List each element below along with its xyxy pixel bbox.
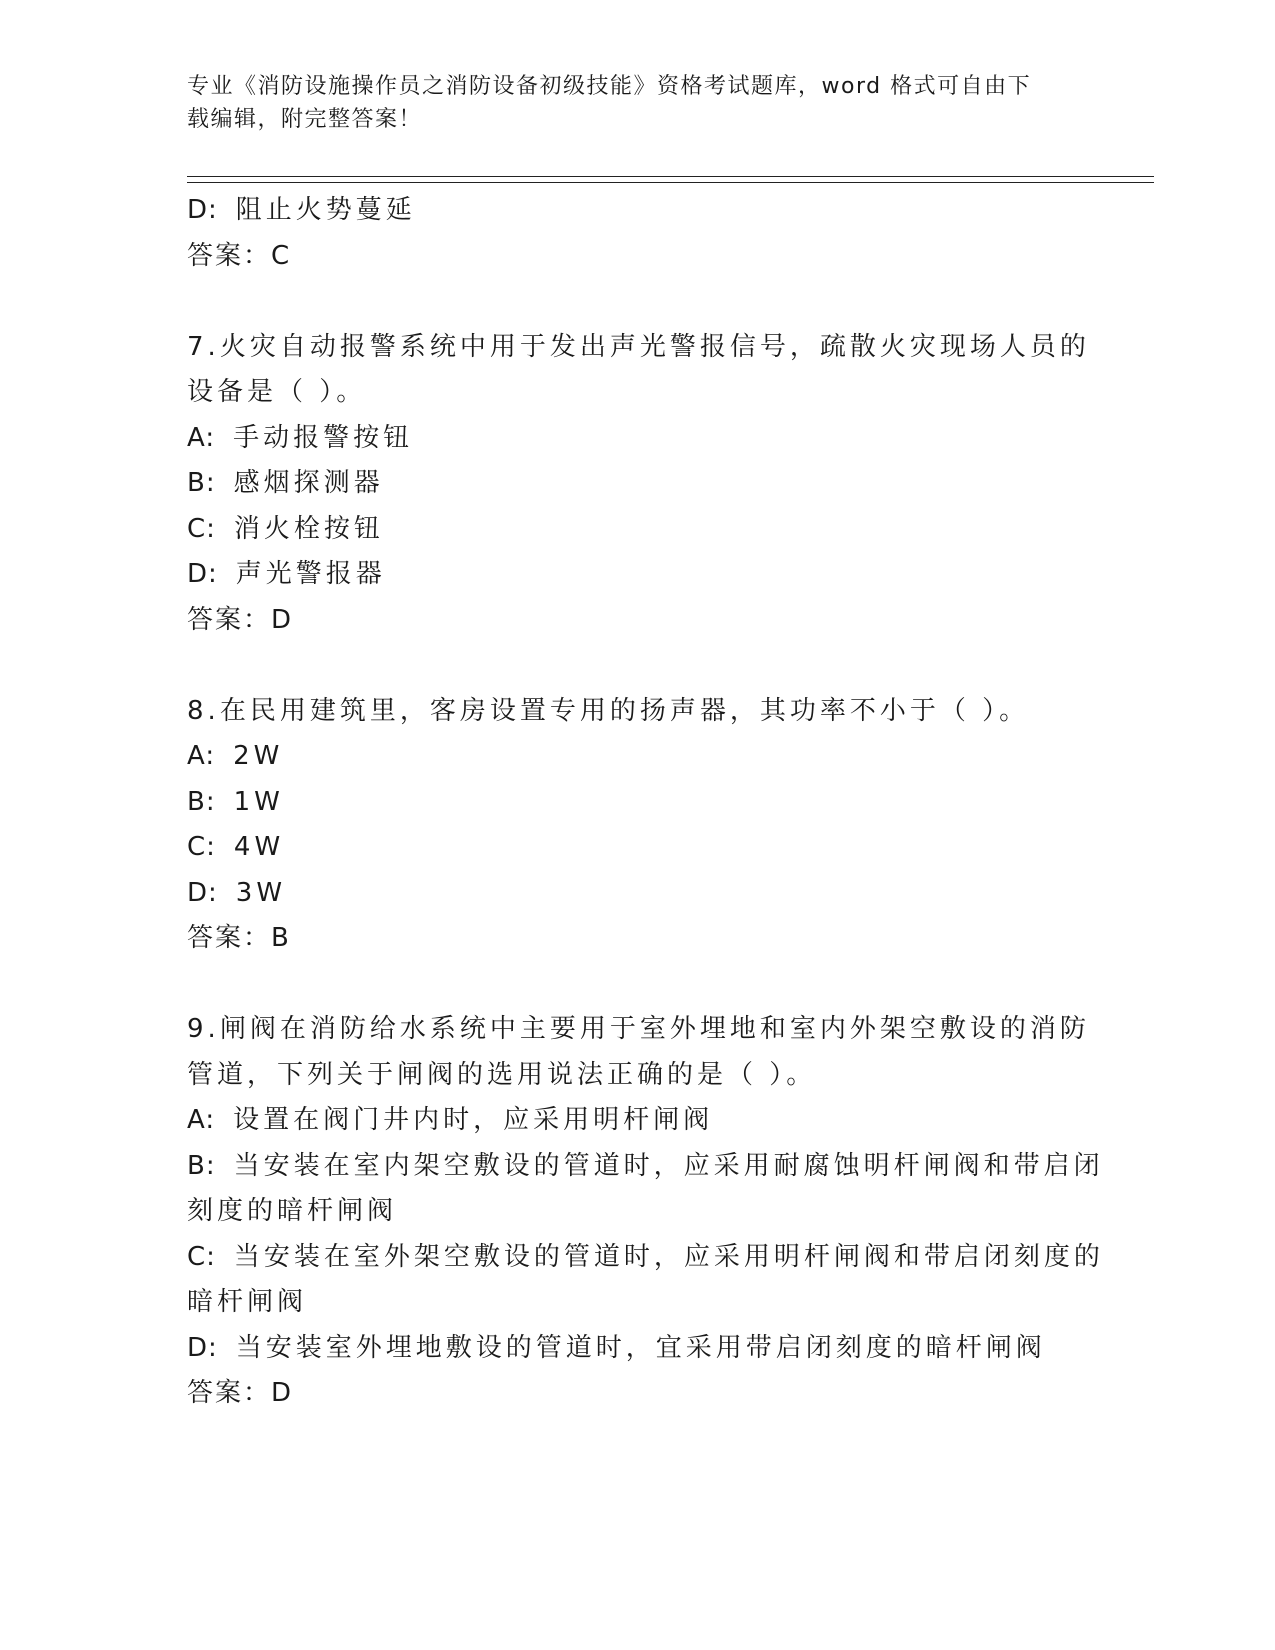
spacer (187, 643, 1087, 689)
answer: 答案：B (187, 923, 291, 953)
option-c: C: 4W (187, 832, 285, 862)
spacer (187, 962, 1087, 1008)
option-b: B: 感烟探测器 (187, 468, 384, 498)
question-stem (187, 325, 1090, 416)
option-key: D: (187, 195, 218, 225)
stem-line: 设备是（ ）。 (187, 377, 367, 407)
question-number: 9. (187, 1014, 220, 1044)
spacer (187, 279, 1087, 325)
answer: 答案：D (187, 604, 294, 635)
question-number: 7. (187, 331, 220, 362)
question-9 (187, 1007, 1104, 1417)
stem-line: 管道，下列关于闸阀的选用说法正确的是（ ）。 (187, 1059, 817, 1090)
answer: 答案：D (187, 1378, 294, 1408)
header-line-2: 载编辑，附完整答案！ (187, 107, 423, 132)
header-line-1: 专业《消防设施操作员之消防设备初级技能》资格考试题库，word 格式可自由下 (187, 74, 1032, 99)
option-a: A: 设置在阀门井内时，应采用明杆闸阀 (187, 1105, 714, 1135)
question-stem (187, 689, 1087, 735)
question-stem (187, 1007, 1090, 1098)
header-rule-top (187, 176, 1154, 177)
stem-line: 7.火灾自动报警系统中用于发出声光警报信号，疏散火灾现场人员的 (187, 331, 1090, 362)
question-7 (187, 325, 1090, 644)
option-c: C: 消火栓按钮 (187, 513, 384, 544)
option-text: 阻止火势蔓延 (235, 195, 416, 225)
carryover-answer: 答案：C (187, 240, 292, 271)
option-d: D: 声光警报器 (187, 559, 386, 589)
stem-line: 8.在民用建筑里，客房设置专用的扬声器，其功率不小于（ ）。 (187, 695, 1030, 726)
page-header (187, 70, 1067, 136)
option-c: C: 当安装在室外架空敷设的管道时，应采用明杆闸阀和带启闭刻度的 (187, 1241, 1104, 1272)
question-number: 8. (187, 695, 220, 726)
question-8 (187, 689, 1087, 962)
option-b-continuation: 刻度的暗杆闸阀 (187, 1196, 398, 1226)
option-b: B: 当安装在室内架空敷设的管道时，应采用耐腐蚀明杆闸阀和带启闭 (187, 1150, 1104, 1181)
option-d: D: 当安装室外埋地敷设的管道时，宜采用带启闭刻度的暗杆闸阀 (187, 1332, 1046, 1363)
question-list (187, 188, 1104, 1417)
option-b: B: 1W (187, 786, 284, 817)
option-d: D: 3W (187, 877, 287, 908)
option-a: A: 手动报警按钮 (187, 422, 414, 453)
header-rule-bottom (187, 182, 1154, 183)
stem-line: 9.闸阀在消防给水系统中主要用于室外埋地和室内外架空敷设的消防 (187, 1014, 1090, 1044)
option-c-continuation: 暗杆闸阀 (187, 1287, 308, 1317)
option-a: A: 2W (187, 741, 284, 771)
carryover-option-d (187, 188, 1087, 234)
